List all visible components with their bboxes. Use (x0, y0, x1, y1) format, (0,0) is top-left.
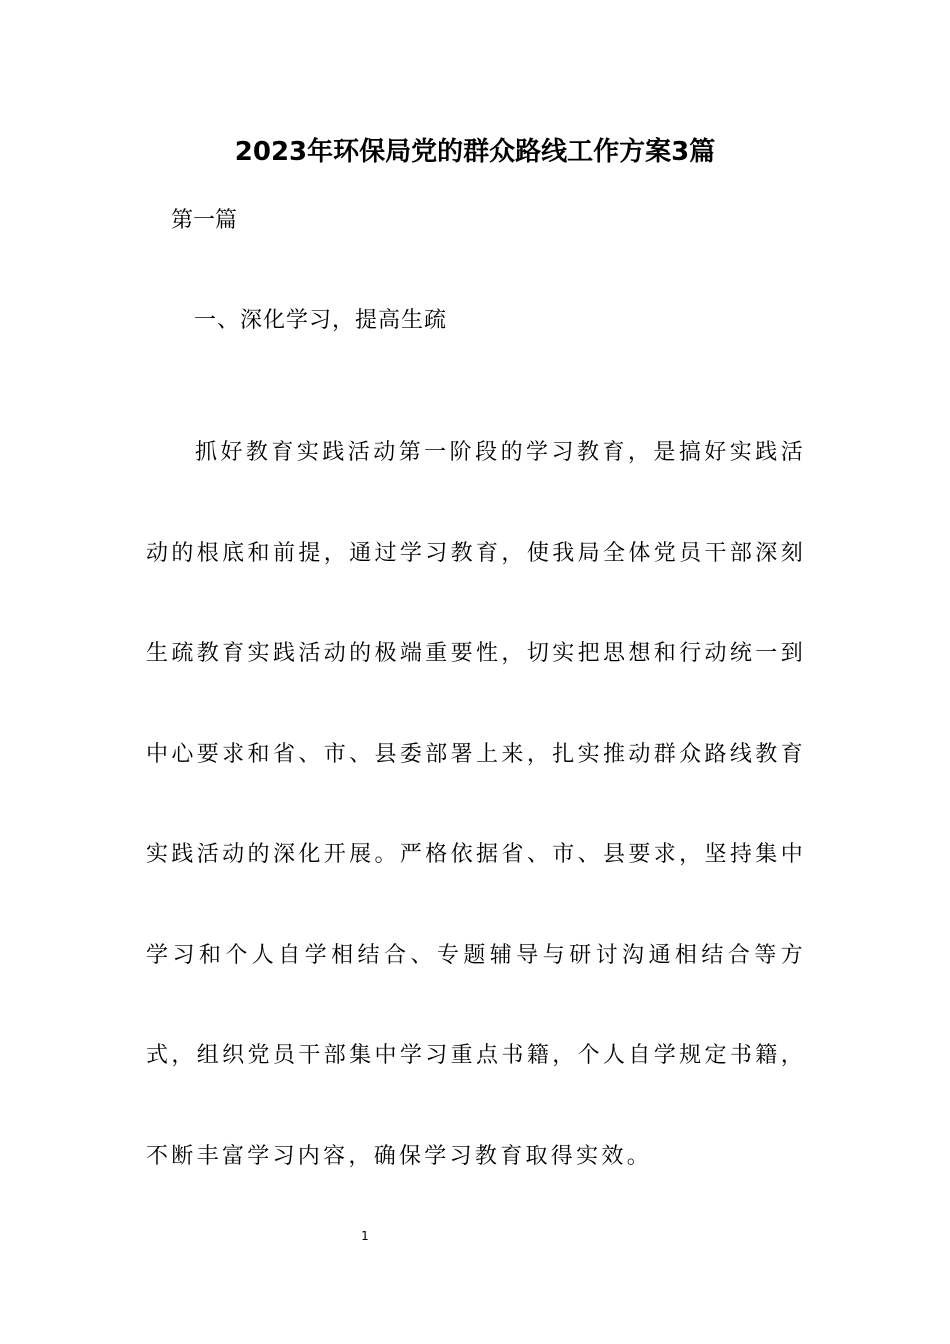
body-paragraph: 抓好教育实践活动第一阶段的学习教育，是搞好实践活动的根底和前提，通过学习教育，使我局全体党员干部深刻生疏教育实践活动的极端重要性，切实把思想和行动统一到中心要求和省、市、县委部署上来，扎实推动群众路线教育实践活动的深化开展。严格依据省、市、县要求，坚持集中学习和个人自学相结合、专题辅导与研讨沟通相结合等方式，组织党员干部集中学习重点书籍，个人自学规定书籍，不断丰富学习内容，确保学习教育取得实效。 (146, 440, 806, 1169)
page-number: 1 (361, 1229, 369, 1243)
document-title: 2023年环保局党的群众路线工作方案3篇 (234, 137, 716, 167)
section-heading: 一、深化学习，提高生疏 (194, 308, 448, 333)
part-label: 第一篇 (171, 208, 238, 233)
